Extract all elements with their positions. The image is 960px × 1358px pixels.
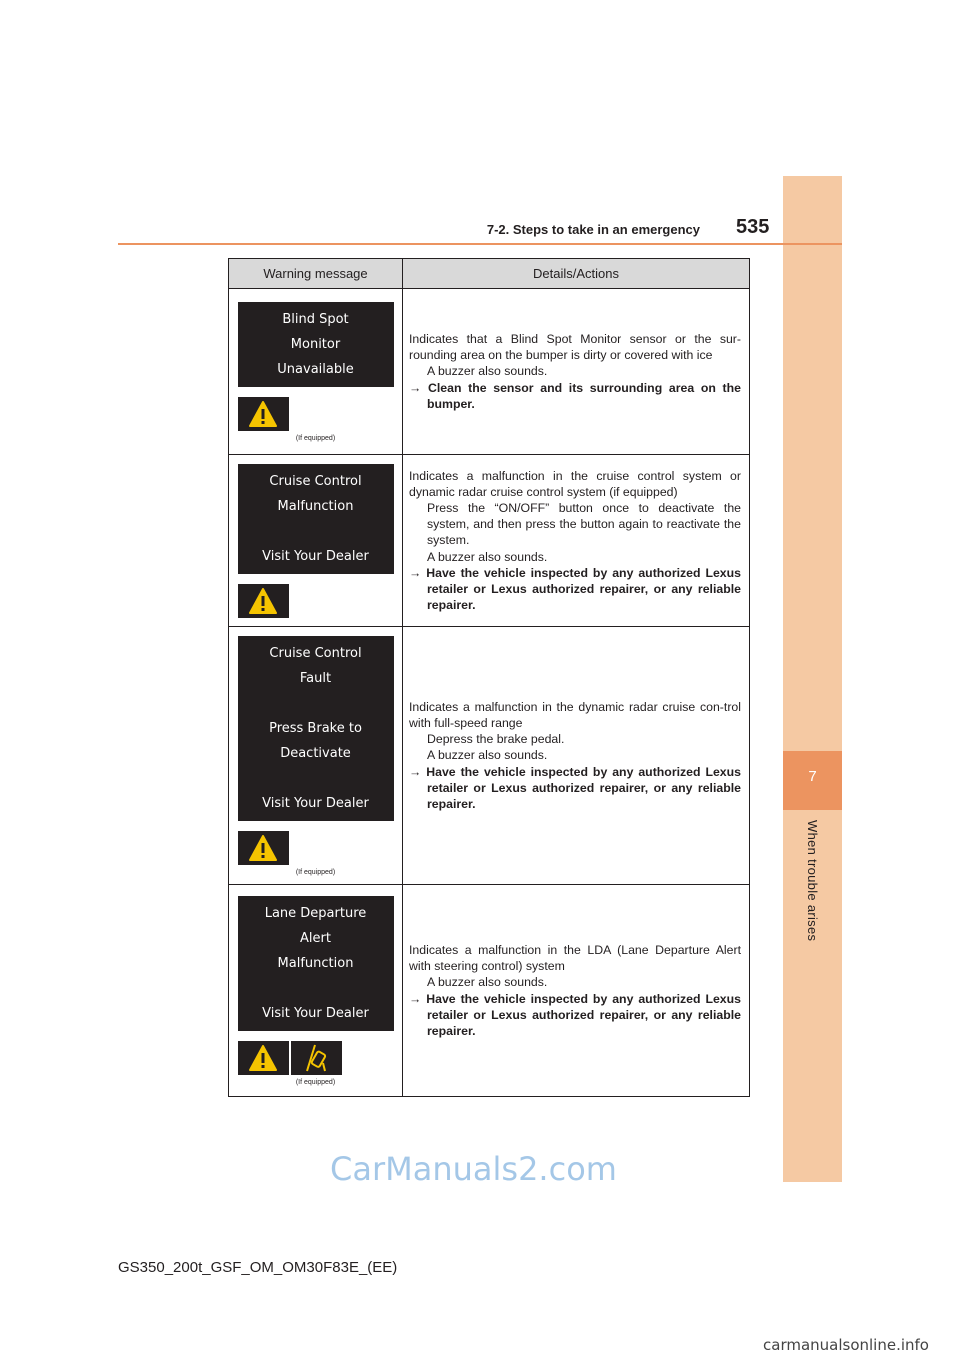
display-line: Fault xyxy=(299,670,332,686)
display-line: Visit Your Dealer xyxy=(262,795,369,811)
indicator-icons xyxy=(238,584,394,618)
display-line: Deactivate xyxy=(280,745,351,761)
detail-note: A buzzer also sounds. xyxy=(427,549,548,564)
required-action: → Have the vehicle inspected by any authorized Lexus retailer or Lexus authorized repairer, or any reliable repairer. xyxy=(409,565,741,613)
col-header-warning: Warning message xyxy=(229,259,403,289)
details-cell xyxy=(403,455,750,627)
display-line xyxy=(238,766,394,791)
display-line: Alert xyxy=(300,930,331,946)
warning-table xyxy=(228,258,750,1097)
warning-description: Indicates a malfunction in the dynamic radar cruise con-trol with full-speed range xyxy=(409,699,741,730)
if-equipped-note: (If equipped) xyxy=(295,434,336,442)
table-row xyxy=(229,289,750,455)
chapter-title: When trouble arises xyxy=(805,820,820,942)
detail-note: A buzzer also sounds. xyxy=(427,748,548,763)
display-line xyxy=(238,519,394,544)
table-row xyxy=(229,885,750,1097)
display-line: Malfunction xyxy=(277,955,354,971)
detail-note: Press the “ON/OFF” button once to deactivate the system, and then press the button again to reactivate the system. xyxy=(427,500,741,548)
warning-message-cell xyxy=(229,455,403,627)
detail-note: Depress the brake pedal. xyxy=(427,732,565,747)
chapter-number: 7 xyxy=(783,751,842,810)
display-line xyxy=(238,976,394,1001)
warning-description: Indicates a malfunction in the cruise control system or dynamic radar cruise control system (if equipped) xyxy=(409,468,741,499)
display-line: Monitor xyxy=(290,336,341,352)
col-header-details: Details/Actions xyxy=(403,259,750,289)
display-line: Visit Your Dealer xyxy=(262,1005,369,1021)
details-cell xyxy=(403,627,750,885)
lane-departure-icon xyxy=(291,1041,342,1075)
display-line: Cruise Control xyxy=(269,645,362,661)
warning-message-cell xyxy=(229,885,403,1097)
warning-triangle-icon xyxy=(238,397,289,431)
multi-info-display xyxy=(238,302,394,387)
required-action: → Clean the sensor and its surrounding area on the bumper. xyxy=(409,380,741,411)
section-title: 7-2. Steps to take in an emergency xyxy=(486,222,700,237)
table-header-row xyxy=(229,259,750,289)
watermark: CarManuals2.com xyxy=(330,1150,617,1188)
display-line: Press Brake to xyxy=(269,720,362,736)
multi-info-display xyxy=(238,464,394,574)
indicator-icons xyxy=(238,1041,394,1075)
display-line: Unavailable xyxy=(277,361,354,377)
table-row xyxy=(229,627,750,885)
warning-description: Indicates a malfunction in the LDA (Lane Departure Alert with steering control) system xyxy=(409,942,741,974)
details-cell xyxy=(403,885,750,1097)
detail-note: A buzzer also sounds. xyxy=(427,975,548,990)
if-equipped-note: (If equipped) xyxy=(295,1078,336,1086)
detail-note: A buzzer also sounds. xyxy=(427,364,548,379)
indicator-icons xyxy=(238,831,394,865)
display-line: Visit Your Dealer xyxy=(262,548,369,564)
doc-code: GS350_200t_GSF_OM_OM30F83E_(EE) xyxy=(118,1259,398,1276)
required-action: → Have the vehicle inspected by any authorized Lexus retailer or Lexus authorized repairer, or any reliable repairer. xyxy=(409,991,741,1038)
display-line xyxy=(238,691,394,716)
multi-info-display xyxy=(238,636,394,821)
warning-message-cell xyxy=(229,289,403,455)
multi-info-display xyxy=(238,896,394,1031)
header-rule xyxy=(118,243,842,245)
required-action: → Have the vehicle inspected by any authorized Lexus retailer or Lexus authorized repairer, or any reliable repairer. xyxy=(409,764,741,811)
chapter-side-tab xyxy=(783,176,842,1182)
display-line: Blind Spot xyxy=(282,311,349,327)
warning-description: Indicates that a Blind Spot Monitor sensor or the sur-rounding area on the bumper is dirty or covered with ice xyxy=(409,331,741,363)
table-row xyxy=(229,455,750,627)
corner-watermark: carmanualsonline.info xyxy=(763,1336,929,1354)
display-line: Cruise Control xyxy=(269,473,362,489)
warning-message-cell xyxy=(229,627,403,885)
warning-triangle-icon xyxy=(238,1041,289,1075)
indicator-icons xyxy=(238,397,394,431)
warning-triangle-icon xyxy=(238,831,289,865)
display-line: Malfunction xyxy=(277,498,354,514)
page-number: 535 xyxy=(736,216,770,238)
if-equipped-note: (If equipped) xyxy=(295,868,336,876)
display-line: Lane Departure xyxy=(264,905,367,921)
details-cell xyxy=(403,289,750,455)
warning-triangle-icon xyxy=(238,584,289,618)
